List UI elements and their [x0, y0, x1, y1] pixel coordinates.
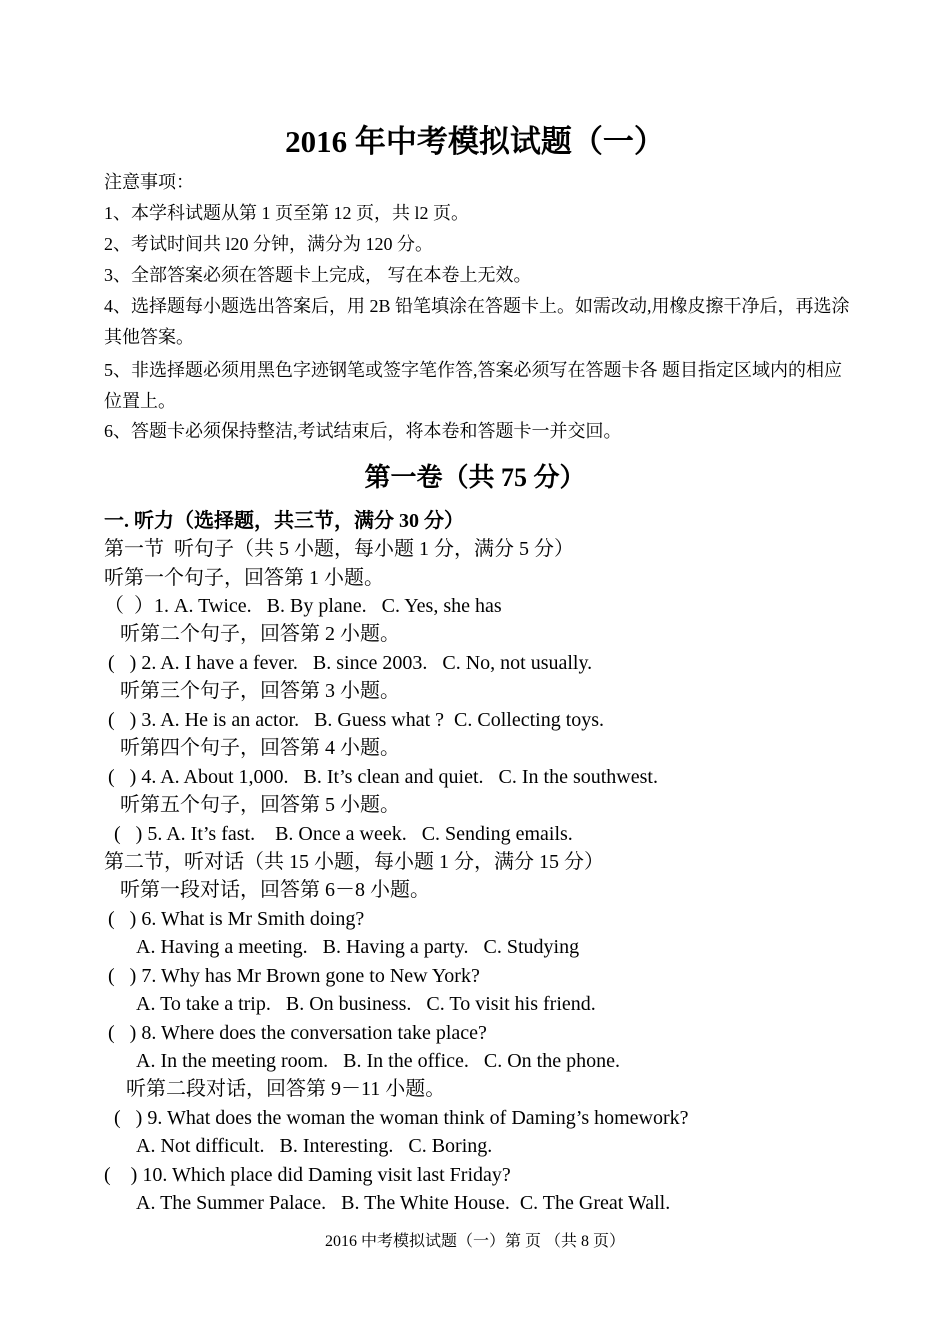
question-9-options: A. Not difficult. B. Interesting. C. Boring.	[136, 1135, 493, 1157]
question-10: ( ) 10. Which place did Daming visit last Friday?	[104, 1164, 511, 1186]
question-6: ( ) 6. What is Mr Smith doing?	[108, 908, 365, 930]
notice-heading: 注意事项：	[104, 172, 194, 192]
question-10-options: A. The Summer Palace. B. The White House. C. The Great Wall.	[136, 1192, 671, 1214]
question-3: ( ) 3. A. He is an actor. B. Guess what ? C. Collecting toys.	[108, 709, 605, 731]
question-8-options: A. In the meeting room. B. In the office. C. On the phone.	[136, 1050, 620, 1072]
section-heading: 第二节，听对话（共 15 小题，每小题 1 分，满分 15 分）	[104, 851, 604, 873]
question-8: ( ) 8. Where does the conversation take place?	[108, 1022, 487, 1044]
question-5: ( ) 5. A. It’s fast. B. Once a week. C. Sending emails.	[114, 823, 573, 845]
notice-item-1: 1、本学科试题从第 1 页至第 12 页，共 l2 页。	[104, 203, 469, 223]
notice-item-5: 5、非选择题必须用黑色字迹钢笔或签字笔作答,答案必须写在答题卡各 题目指定区域内的相应位置上。	[104, 360, 842, 411]
notice-item-4: 4、选择题每小题选出答案后，用 2B 铅笔填涂在答题卡上。如需改动,用橡皮擦干净后，再选涂其他答案。	[104, 296, 850, 347]
question-2: ( ) 2. A. I have a fever. B. since 2003. C. No, not usually.	[108, 652, 593, 674]
notice-item-2: 2、考试时间共 l20 分钟，满分为 120 分。	[104, 234, 433, 254]
notice-item-3: 3、全部答案必须在答题卡上完成， 写在本卷上无效。	[104, 265, 532, 285]
instruction: 听第五个句子，回答第 5 小题。	[120, 794, 400, 816]
question-7-options: A. To take a trip. B. On business. C. To visit his friend.	[136, 993, 596, 1015]
part1-title: 一. 听力（选择题，共三节，满分 30 分）	[104, 510, 464, 532]
instruction: 听第三个句子，回答第 3 小题。	[120, 680, 400, 702]
section-heading: 第一节 听句子（共 5 小题，每小题 1 分，满分 5 分）	[104, 538, 574, 560]
instruction: 听第四个句子，回答第 4 小题。	[120, 737, 400, 759]
question-6-options: A. Having a meeting. B. Having a party. C. Studying	[136, 936, 580, 958]
instruction: 听第一个句子，回答第 1 小题。	[104, 567, 384, 589]
page-title: 2016 年中考模拟试题（一）	[285, 124, 665, 159]
instruction: 听第二段对话，回答第 9－11 小题。	[126, 1078, 446, 1100]
section-title: 第一卷（共 75 分）	[364, 463, 586, 492]
question-1: （ ）1. A. Twice. B. By plane. C. Yes, she has	[104, 595, 502, 617]
instruction: 听第一段对话，回答第 6－8 小题。	[120, 879, 430, 901]
question-9: ( ) 9. What does the woman the woman think of Daming’s homework?	[114, 1107, 689, 1129]
notice-item-6: 6、答题卡必须保持整洁,考试结束后，将本卷和答题卡一并交回。	[104, 421, 622, 441]
question-4: ( ) 4. A. About 1,000. B. It’s clean and quiet. C. In the southwest.	[108, 766, 658, 788]
instruction: 听第二个句子，回答第 2 小题。	[120, 623, 400, 645]
question-7: ( ) 7. Why has Mr Brown gone to New York?	[108, 965, 480, 987]
page-footer: 2016 中考模拟试题（一）第 页 （共 8 页）	[324, 1233, 625, 1250]
